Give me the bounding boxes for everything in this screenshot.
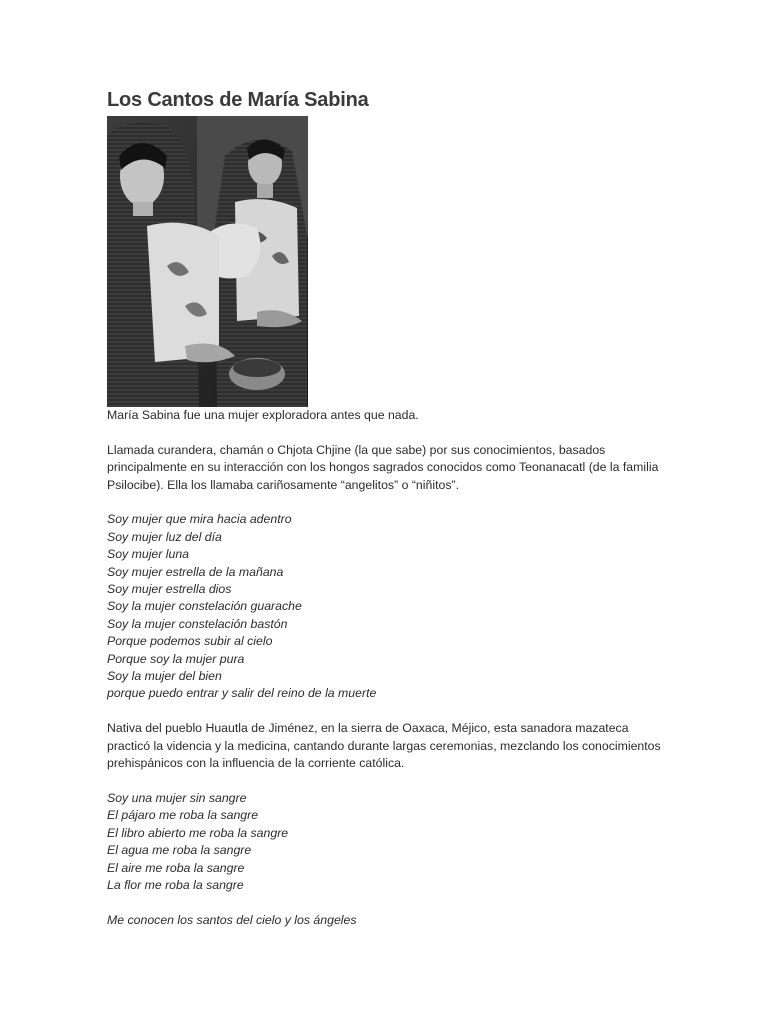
page-title: Los Cantos de María Sabina (107, 89, 369, 111)
poem-line: El agua me roba la sangre (107, 843, 252, 858)
paragraph-intro: Llamada curandera, chamán o Chjota Chjine (la que sabe) por sus conocimientos, basados principalmente en su interacción con los hongos sagrados conocidos como Teonanacatl (de la familia Psilocibe). Ella los llamaba cariñosamente “angelitos” o “niñitos”. (107, 442, 659, 492)
caption: María Sabina fue una mujer exploradora antes que nada. (107, 408, 419, 422)
poem-block-2 (107, 790, 667, 894)
poem-line: Soy la mujer constelación bastón (107, 616, 288, 631)
poem-line: porque puedo entrar y salir del reino de la muerte (107, 686, 377, 701)
poem-line: Me conocen los santos del cielo y los ángeles (107, 912, 357, 927)
paragraph-origin: Nativa del pueblo Huautla de Jiménez, en la sierra de Oaxaca, Méjico, esta sanadora mazateca practicó la videncia y la medicina, cantando durante largas ceremonias, mezclando los conocimientos prehispánicos con la influencia de la corriente católica. (107, 721, 661, 771)
poem-line: Soy la mujer constelación guarache (107, 599, 302, 614)
poem-block-1 (107, 511, 667, 702)
poem-line: Soy mujer que mira hacia adentro (107, 512, 292, 527)
poem-block-3 (107, 912, 667, 929)
poem-line: Soy mujer luz del día (107, 529, 222, 544)
poem-line: Soy mujer estrella dios (107, 582, 232, 597)
poem-line: Soy una mujer sin sangre (107, 790, 247, 805)
photo-image (107, 116, 308, 407)
poem-line: Soy mujer luna (107, 547, 190, 562)
poem-line: El pájaro me roba la sangre (107, 808, 259, 823)
photo-of-two-women (107, 116, 308, 407)
poem-line: La flor me roba la sangre (107, 877, 244, 892)
poem-line: Soy mujer estrella de la mañana (107, 564, 284, 579)
poem-line: Porque soy la mujer pura (107, 651, 245, 666)
poem-line: El aire me roba la sangre (107, 860, 245, 875)
article-body (107, 407, 667, 947)
poem-line: Porque podemos subir al cielo (107, 634, 273, 649)
poem-line: Soy la mujer del bien (107, 669, 222, 684)
poem-line: El libro abierto me roba la sangre (107, 825, 289, 840)
